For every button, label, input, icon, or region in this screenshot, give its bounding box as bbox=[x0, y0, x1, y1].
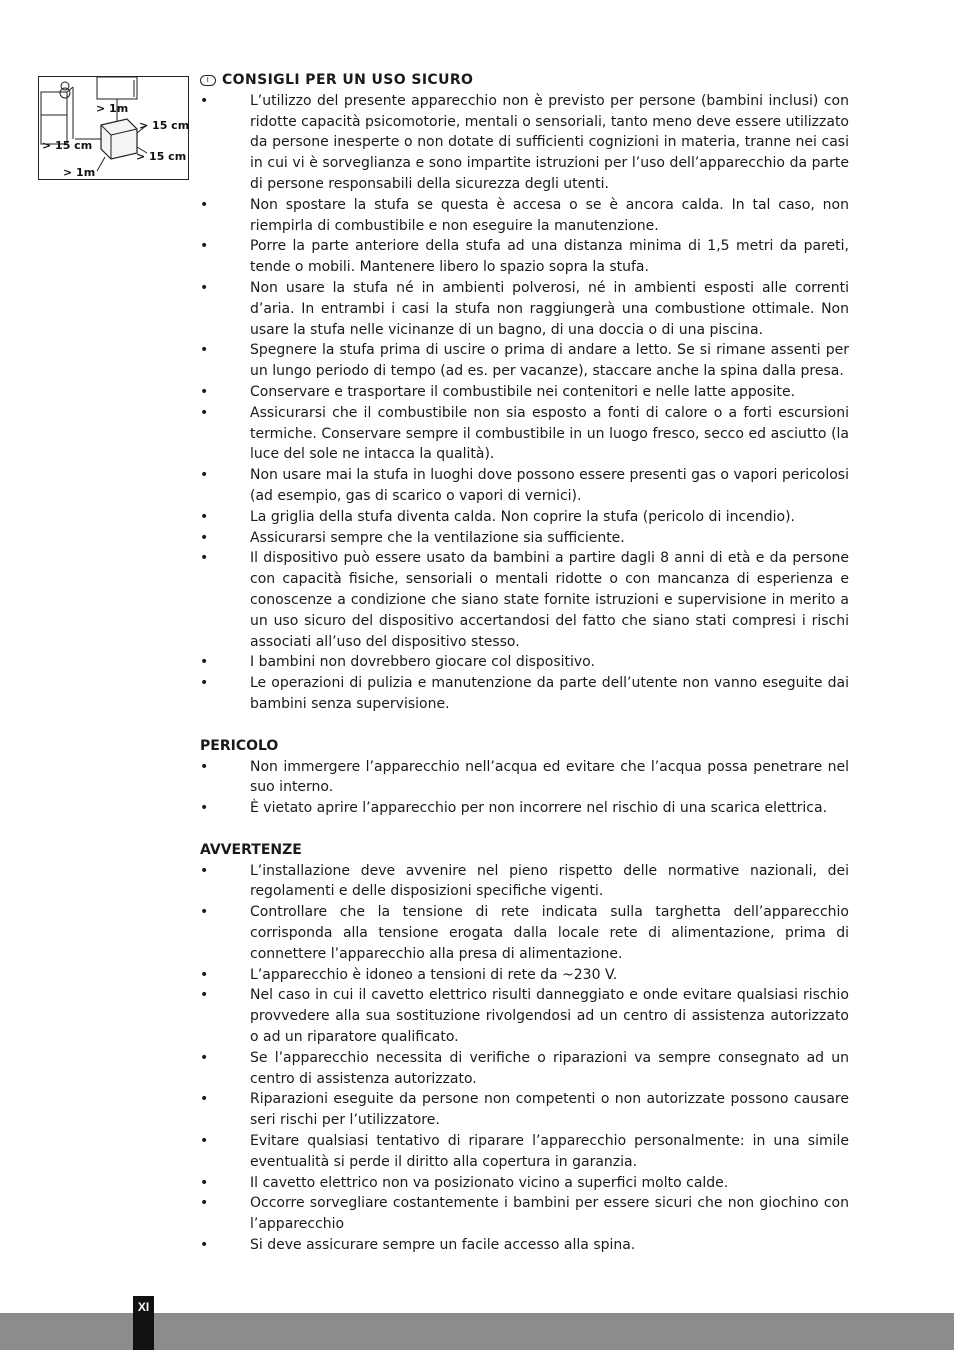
clearance-left-label: > 15 cm bbox=[42, 139, 93, 152]
clearance-top-label: > 1m bbox=[96, 102, 129, 115]
clearance-diagram bbox=[38, 76, 189, 180]
list-item: • Assicurarsi sempre che la ventilazione sia sufficiente. bbox=[200, 529, 625, 546]
list-item: • È vietato aprire l’apparecchio per non incorrere nel rischio di una scarica elettrica. bbox=[200, 800, 828, 817]
clearance-bottom-label: > 1m bbox=[63, 166, 96, 179]
language-badge: I bbox=[200, 75, 216, 86]
list-item: • Controllare che la tensione di rete indicata sulla targhetta dell’apparecchio corrisponda alla tensione erogata dalla locale rete di alimentazione, prima di connettere l’apparecchio alla presa di alimentazione. bbox=[200, 904, 849, 962]
list-item: • L’apparecchio è idoneo a tensioni di rete da ~230 V. bbox=[200, 966, 618, 983]
list-item: • Si deve assicurare sempre un facile accesso alla spina. bbox=[200, 1237, 636, 1254]
list-item: • L’utilizzo del presente apparecchio non è previsto per persone (bambini inclusi) con ridotte capacità psicomotorie, mentali o sensoriali, tanto meno deve essere utilizzato da persone inesperte o non dotate di sufficienti cognizioni in materia, tranne nei casi in cui vi è sorveglianza e sono impartite istruzioni per l’uso dell’apparecchio da parte di persone responsabili della sicurezza degli utenti. bbox=[200, 92, 849, 192]
list-item: • Occorre sorvegliare costantemente i bambini per essere sicuri che non giochino con l’apparecchio bbox=[200, 1195, 849, 1233]
page-number: XI bbox=[137, 1300, 150, 1314]
list-item: • La griglia della stufa diventa calda. Non coprire la stufa (pericolo di incendio). bbox=[200, 508, 795, 525]
warnings-list bbox=[200, 861, 849, 1256]
section-heading-danger: PERICOLO bbox=[200, 737, 279, 754]
list-item: • L’installazione deve avvenire nel pieno rispetto delle normative nazionali, dei regolamenti e delle disposizioni specifiche vigenti. bbox=[200, 862, 849, 900]
list-item: • Se l’apparecchio necessita di verifiche o riparazioni va sempre consegnato ad un centro di assistenza autorizzato. bbox=[200, 1049, 849, 1087]
safety-instructions bbox=[200, 70, 849, 1256]
list-item: • Assicurarsi che il combustibile non sia esposto a fonti di calore o a forti escursioni termiche. Conservare sempre il combustibile in un luogo fresco, secco ed asciutto (la luce del sole ne intacca la qualità). bbox=[200, 404, 849, 463]
list-item: • Le operazioni di pulizia e manutenzione da parte dell’utente non vanno eseguite dai bambini senza supervisione. bbox=[200, 675, 849, 712]
list-item: • Il cavetto elettrico non va posizionato vicino a superfici molto calde. bbox=[200, 1174, 729, 1191]
danger-list bbox=[200, 757, 849, 819]
list-item: • Il dispositivo può essere usato da bambini a partire dagli 8 anni di età e da persone con capacità fisiche, sensoriali o mentali ridotte o con mancanza di esperienza e conoscenze a condizione che siano state fornite istruzioni e supervisione in merito a un uso sicuro del dispositivo accertandosi del fatto che siano stati compresi i rischi associati all’uso del dispositivo stesso. bbox=[200, 550, 849, 650]
list-item: • Non usare mai la stufa in luoghi dove possono essere presenti gas o vapori pericolosi (ad esempio, gas di scarico o vapori di vernici). bbox=[200, 467, 849, 504]
list-item: • Riparazioni eseguite da persone non competenti o non autorizzate possono causare seri rischi per l’utilizzatore. bbox=[200, 1091, 849, 1129]
list-item: • Porre la parte anteriore della stufa ad una distanza minima di 1,5 metri da pareti, tende o mobili. Mantenere libero lo spazio sopra la stufa. bbox=[200, 238, 849, 276]
clearance-right-upper-label: > 15 cm bbox=[139, 119, 190, 132]
section-title: CONSIGLI PER UN USO SICURO bbox=[222, 72, 474, 88]
section-heading-safe-use bbox=[200, 70, 849, 91]
section-heading-warnings: AVVERTENZE bbox=[200, 841, 302, 858]
list-item: • Non immergere l’apparecchio nell’acqua ed evitare che l’acqua possa penetrare nel suo interno. bbox=[200, 758, 849, 796]
page-number-tab bbox=[133, 1296, 154, 1350]
safe-use-list bbox=[200, 91, 849, 715]
list-item: • Non usare la stufa né in ambienti polverosi, né in ambienti esposti alle correnti d’aria. In entrambi i casi la stufa non raggiungerà una combustione ottimale. Non usare la stufa nelle vicinanze di un bagno, di una doccia o di una piscina. bbox=[200, 279, 849, 338]
list-item: • I bambini non dovrebbero giocare col dispositivo. bbox=[200, 654, 595, 671]
list-item: • Nel caso in cui il cavetto elettrico risulti danneggiato e onde evitare qualsiasi rischio provvedere alla sua sostituzione rivolgendosi ad un centro di assistenza autorizzato o ad un riparatore qualificato. bbox=[200, 987, 849, 1046]
list-item: • Evitare qualsiasi tentativo di riparare l’apparecchio personalmente: in una simile eventualità si perde il diritto alla copertura in garanzia. bbox=[200, 1133, 849, 1170]
list-item: • Conservare e trasportare il combustibile nei contenitori e nelle latte apposite. bbox=[200, 383, 796, 400]
clearance-right-lower-label: > 15 cm bbox=[136, 150, 187, 163]
list-item: • Spegnere la stufa prima di uscire o prima di andare a letto. Se si rimane assenti per un lungo periodo di tempo (ad es. per vacanze), staccare anche la spina dalla presa. bbox=[200, 342, 849, 380]
list-item: • Non spostare la stufa se questa è accesa o se è ancora calda. In tal caso, non riempirla di combustibile e non eseguire la manutenzione. bbox=[200, 196, 849, 234]
